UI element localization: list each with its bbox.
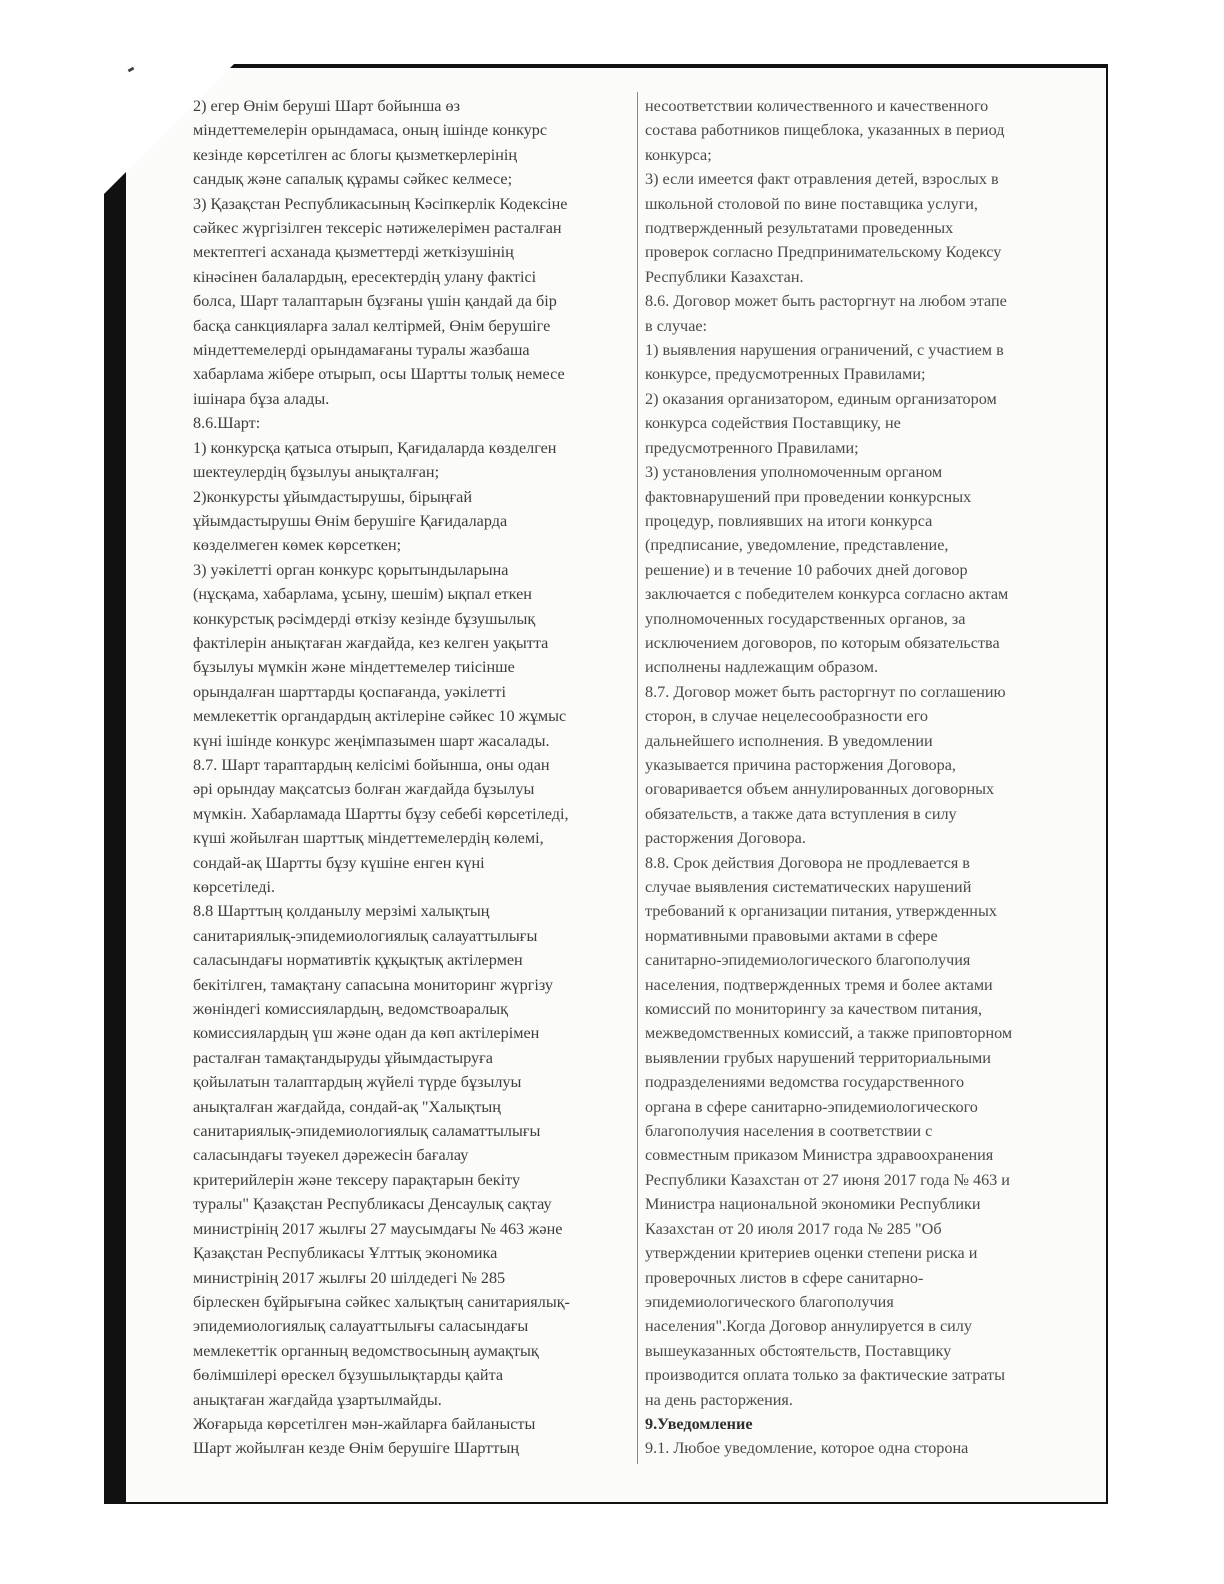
text-line: туралы" Қазақстан Республикасы Денсаулық сақтау <box>193 1195 552 1214</box>
text-line: школьной столовой по вине поставщика услуги, <box>645 194 978 213</box>
text-line: санитарно-эпидемиологического благополучия <box>645 951 971 970</box>
text-line: 8.6. Договор может быть расторгнут на любом этапе <box>645 292 1007 311</box>
text-line: уполномоченных государственных органов, за <box>645 609 966 628</box>
text-line: комиссий по мониторингу за качеством питания, <box>645 1000 983 1019</box>
text-line: состава работников пищеблока, указанных в период <box>645 121 1005 140</box>
text-line: сәйкес жүргізілген тексеріс нәтижелерімен расталған <box>193 219 562 238</box>
text-line: әрі орындау мақсатсыз болған жағдайда бұзылуы <box>193 780 535 799</box>
text-line: бекітілген, тамақтану сапасына мониторинг жүргізу <box>193 975 554 994</box>
text-line: на день расторжения. <box>645 1390 793 1409</box>
text-line: 2)конкурсты ұйымдастырушы, бірыңғай <box>193 487 472 506</box>
kazakh-text-column <box>193 94 633 1461</box>
text-line: расторжения Договора. <box>645 829 806 848</box>
text-line: сторон, в случае нецелесообразности его <box>645 707 928 726</box>
text-line: межведомственных комиссий, а также приповторном <box>645 1024 1013 1043</box>
text-line: в случае: <box>645 316 708 335</box>
text-line: населения, подтвержденных тремя и более актами <box>645 975 993 994</box>
text-line: дальнейшего исполнения. В уведомлении <box>645 731 933 750</box>
text-line: министрінің 2017 жылғы 20 шілдедегі № 285 <box>193 1268 506 1287</box>
text-line: Министра национальной экономики Республики <box>645 1195 981 1214</box>
text-line: кезінде көрсетілген ас блогы қызметкерлерінің <box>193 145 518 164</box>
text-line: 3) установления уполномоченным органом <box>645 463 943 482</box>
text-line: обязательств, а также дата вступления в силу <box>645 804 957 823</box>
text-line: фактовнарушений при проведении конкурсных <box>645 487 972 506</box>
column-divider <box>637 92 638 1464</box>
text-line: Жоғарыда көрсетілген мән-жайларға байланысты <box>193 1414 536 1433</box>
text-line: саласындағы нормативтік құқықтық актілермен <box>193 951 523 970</box>
text-line: мемлекеттік органдардың актілеріне сәйкес 10 жұмыс <box>193 707 567 726</box>
text-line: требований к организации питания, утвержденных <box>645 902 997 921</box>
text-line: совместным приказом Министра здравоохранения <box>645 1146 994 1165</box>
text-line: кінәсінен балалардың, ересектердің улану фактісі <box>193 267 537 286</box>
text-line: благополучия населения в соответствии с <box>645 1122 933 1141</box>
text-line: бірлескен бұйрығына сәйкес халықтың санитариялық- <box>193 1292 570 1311</box>
text-line: 9.1. Любое уведомление, которое одна сторона <box>645 1439 969 1458</box>
text-line: санитариялық-эпидемиологиялық саламаттылығы <box>193 1122 541 1141</box>
text-line: исполнены надлежащим образом. <box>645 658 879 677</box>
text-line: конкурса содействия Поставщику, не <box>645 414 901 433</box>
text-line: заключается с победителем конкурса согласно актам <box>645 585 1009 604</box>
text-line: бұзылуы мүмкін және міндеттемелер тиісінше <box>193 658 515 677</box>
text-line: утверждении критериев оценки степени риска и <box>645 1244 978 1263</box>
section-heading: 9.Уведомление <box>645 1414 753 1433</box>
text-line: предусмотренного Правилами; <box>645 438 859 457</box>
text-line: мемлекеттік органның ведомствосының аумақтық <box>193 1341 539 1360</box>
text-line: хабарлама жібере отырып, осы Шартты толық немесе <box>193 365 565 384</box>
text-line: решение) и в течение 10 рабочих дней договор <box>645 560 968 579</box>
text-line: 8.8. Срок действия Договора не продлевается в <box>645 853 970 872</box>
text-line: 1) конкурсқа қатыса отырып, Қағидаларда көзделген <box>193 438 557 457</box>
text-line: 1) выявления нарушения ограничений, с участием в <box>645 341 1004 360</box>
text-line: нормативными правовыми актами в сфере <box>645 926 938 945</box>
text-line: Республики Казахстан. <box>645 267 804 286</box>
text-line: Казахстан от 20 июля 2017 года № 285 "Об <box>645 1219 942 1238</box>
text-line: исключением договоров, по которым обязательства <box>645 633 1000 652</box>
text-line: конкурсе, предусмотренных Правилами; <box>645 365 926 384</box>
text-line: несоответствии количественного и качественного <box>645 97 989 115</box>
text-line: (нұсқама, хабарлама, ұсыну, шешім) ықпал еткен <box>193 585 532 604</box>
text-line: органа в сфере санитарно-эпидемиологического <box>645 1097 978 1116</box>
text-line: күші жойылған шарттық міндеттемелердің көлемі, <box>193 829 544 848</box>
text-line: 3) если имеется факт отравления детей, взрослых в <box>645 170 999 189</box>
text-line: 2) егер Өнім беруші Шарт бойынша өз <box>193 97 461 115</box>
text-line: 2) оказания организатором, единым организатором <box>645 389 997 408</box>
text-line: көрсетіледі. <box>193 878 276 896</box>
text-line: шектеулердің бұзылуы анықталған; <box>193 463 440 482</box>
text-line: 3) уәкілетті орган конкурс қорытындыларына <box>193 560 509 579</box>
text-line: фактілерін анықтаған жағдайда, кез келген уақытта <box>193 633 549 652</box>
text-line: 8.7. Договор может быть расторгнут по соглашению <box>645 682 1006 701</box>
text-line: болса, Шарт талаптарын бұзғаны үшін қандай да бір <box>193 292 557 311</box>
text-line: ішінара бұза алады. <box>193 389 330 408</box>
text-line: подразделениями ведомства государственного <box>645 1073 965 1092</box>
text-line: сондай-ақ Шартты бұзу күшіне енген күні <box>193 853 485 872</box>
text-line: оговаривается объем аннулированных договорных <box>645 780 995 799</box>
text-line: производится оплата только за фактические затраты <box>645 1366 1006 1385</box>
text-line: күні ішінде конкурс жеңімпазымен шарт жасалады. <box>193 731 550 750</box>
russian-text-column <box>645 94 1075 1461</box>
text-line: Қазақстан Республикасы Ұлттық экономика <box>193 1244 498 1263</box>
text-line: жөніндегі комиссиялардың, ведомствоаралық <box>193 1000 509 1019</box>
text-line: выявлении грубых нарушений территориальными <box>645 1048 991 1067</box>
text-line: анықталған жағдайда, сондай-ақ "Халықтың <box>193 1097 501 1116</box>
text-line: Республики Казахстан от 27 июня 2017 года № 463 и <box>645 1170 1010 1189</box>
text-line: указывается причина расторжения Договора, <box>645 755 956 774</box>
text-line: орындалған шарттарды қоспағанда, уәкілетті <box>193 682 506 701</box>
text-line: санитариялық-эпидемиологиялық салауаттылығы <box>193 926 538 945</box>
text-line: процедур, повлиявших на итоги конкурса <box>645 511 933 530</box>
text-line: анықтаған жағдайда ұзартылмайды. <box>193 1390 442 1409</box>
text-line: эпидемиологического благополучия <box>645 1292 894 1311</box>
text-line: көзделмеген көмек көрсеткен; <box>193 536 402 555</box>
text-line: министрінің 2017 жылғы 27 маусымдағы № 463 және <box>193 1219 563 1238</box>
text-line: проверочных листов в сфере санитарно- <box>645 1268 924 1287</box>
text-line: проверок согласно Предпринимательскому Кодексу <box>645 243 1002 262</box>
text-line: басқа санкцияларға залал келтірмей, Өнім берушіге <box>193 316 551 335</box>
text-line: сандық және сапалық құрамы сәйкес келмесе; <box>193 170 513 189</box>
text-line: 8.6.Шарт: <box>193 414 261 433</box>
text-line: случае выявления систематических нарушений <box>645 878 972 896</box>
text-line: конкурстық рәсімдерді өткізу кезінде бұзушылық <box>193 609 536 628</box>
text-line: расталған тамақтандыруды ұйымдастыруға <box>193 1048 493 1067</box>
text-line: комиссиялардың үш және одан да көп актілерімен <box>193 1024 540 1043</box>
text-line: міндеттемелерді орындамағаны туралы жазбаша <box>193 341 530 360</box>
text-line: мүмкін. Хабарламада Шартты бұзу себебі көрсетіледі, <box>193 804 569 823</box>
text-line: вышеуказанных обстоятельств, Поставщику <box>645 1341 952 1360</box>
text-line: подтвержденный результатами проведенных <box>645 219 954 238</box>
text-line: қойылатын талаптардың жүйелі түрде бұзылуы <box>193 1073 522 1092</box>
text-line: (предписание, уведомление, представление, <box>645 536 949 555</box>
text-line: 8.7. Шарт тараптардың келісімі бойынша, оны одан <box>193 755 550 774</box>
text-line: міндеттемелерін орындамаса, оның ішінде конкурс <box>193 121 548 140</box>
text-line: мектептегі асханада қызметтерді жеткізушінің <box>193 243 514 262</box>
text-line: эпидемиологиялық салауаттылығы саласындағы <box>193 1317 529 1336</box>
text-line: бөлімшілері өрескел бұзушылықтарды қайта <box>193 1366 504 1385</box>
text-line: Шарт жойылған кезде Өнім берушіге Шарттың <box>193 1439 519 1458</box>
text-line: саласындағы тәуекел дәрежесін бағалау <box>193 1146 469 1165</box>
text-line: конкурса; <box>645 145 712 164</box>
text-line: критерийлерін және тексеру парақтарын бекіту <box>193 1170 521 1189</box>
text-line: населения".Когда Договор аннулируется в силу <box>645 1317 972 1336</box>
text-line: 3) Қазақстан Республикасының Кәсіпкерлік Кодексіне <box>193 194 568 213</box>
text-line: ұйымдастырушы Өнім берушіге Қағидаларда <box>193 511 508 530</box>
text-line: 8.8 Шарттың қолданылу мерзімі халықтың <box>193 902 490 921</box>
